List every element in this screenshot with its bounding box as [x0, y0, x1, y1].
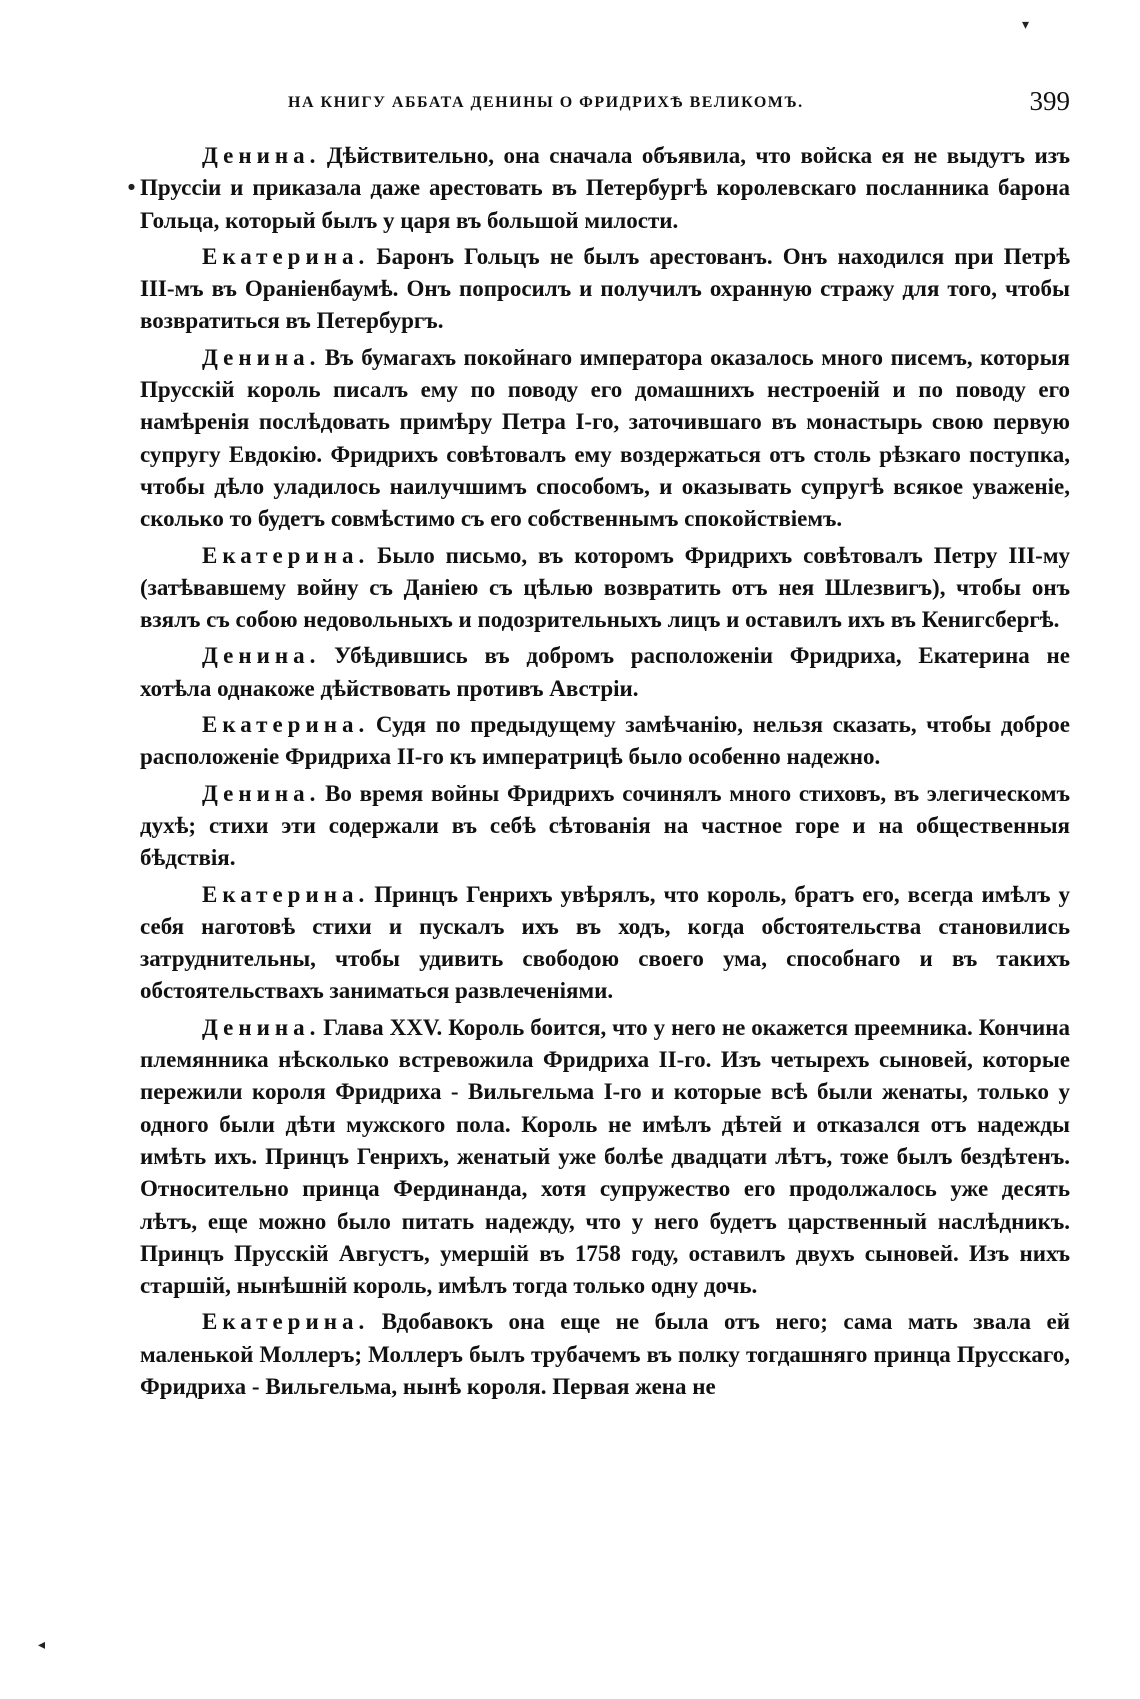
speaker-name: Денина .	[202, 643, 332, 668]
paragraph-text: Судя по предыдущему замѣчанію, нельзя сказать, чтобы доброе расположеніе Фридриха II-го къ императрицѣ было особенно надежно.	[140, 712, 1071, 770]
paragraph-text: Убѣдившись въ добромъ расположеніи Фридриха, Екатерина не хотѣла однакоже дѣйствовать противъ Австріи.	[140, 643, 1070, 701]
paragraph-ekaterina	[140, 1306, 1070, 1403]
paragraph-text: Глава XXV. Король боится, что у него не окажется преемника. Кончина племянника нѣсколько встревожила Фридриха II-го. Изъ четырехъ сыновей, которые пережили короля Фридриха - Вильгельма I-го и которые всѣ были женаты, только у одного были дѣти мужского пола. Король не имѣлъ дѣтей и отказался отъ надежды имѣть ихъ. Принцъ Генрихъ, женатый уже болѣе двадцати лѣтъ, тоже былъ бездѣтенъ. Относительно принца Фердинанда, хотя супружество его продолжалось уже десять лѣтъ, еще можно было питать надежду, что у него будетъ царственный наслѣдникъ. Принцъ Прусскій Августъ, умершій въ 1758 году, оставилъ двухъ сыновей. Изъ нихъ старшій, нынѣшній король, имѣлъ тогда только одну дочь.	[140, 1014, 1070, 1299]
speaker-name: Денина .	[202, 345, 323, 370]
speaker-name: Денина .	[202, 143, 325, 168]
speaker-name: Денина .	[202, 781, 323, 806]
scan-speck-bottom-left: ◂	[38, 1637, 46, 1653]
paragraph-ekaterina	[140, 540, 1070, 637]
paragraph-text: Было письмо, въ которомъ Фридрихъ совѣтовалъ Петру III-му (затѣвавшему войну съ Даніею съ цѣлью возвратить отъ нея Шлезвигъ), чтобы онъ взялъ съ собою недовольныхъ и подозрительныхъ лицъ и оставилъ ихъ въ Кенигсбергѣ.	[140, 542, 1071, 633]
paragraph-denina	[140, 640, 1070, 705]
paragraph-denina	[140, 1012, 1070, 1303]
running-title: НА КНИГУ АББАТА ДЕНИНЫ О ФРИДРИХѢ ВЕЛИКОМЪ.	[288, 94, 804, 111]
page-number: 399	[1029, 86, 1070, 116]
scan-speck-top-right: ▾	[1022, 17, 1030, 33]
speaker-name: Екатерина .	[202, 244, 374, 269]
speaker-name: Денина .	[202, 1015, 321, 1040]
scan-speck-left: ●	[128, 182, 135, 191]
paragraph-ekaterina	[140, 241, 1070, 338]
paragraph-denina	[140, 342, 1070, 536]
paragraph-ekaterina	[140, 709, 1070, 774]
speaker-name: Екатерина .	[202, 712, 374, 737]
paragraph-denina	[140, 140, 1070, 237]
paragraph-text: Во время войны Фридрихъ сочинялъ много стиховъ, въ элегическомъ духѣ; стихи эти содержали въ себѣ сѣтованія на частное горе и на общественныя бѣдствія.	[140, 780, 1071, 871]
paragraph-text: Принцъ Генрихъ увѣрялъ, что король, братъ его, всегда имѣлъ у себя наготовѣ стихи и пускалъ ихъ въ ходъ, когда обстоятельства становились затруднительны, чтобы удивить свободою своего ума, способнаго и въ такихъ обстоятельствахъ заниматься развлеченіями.	[140, 881, 1071, 1004]
page-body	[140, 140, 1070, 1407]
paragraph-text: Дѣйствительно, она сначала объявила, что войска ея не выдутъ изъ Пруссіи и приказала даже арестовать въ Петербургѣ королевскаго посланника барона Гольца, который былъ у царя въ большой милости.	[140, 143, 1071, 233]
page-header	[140, 86, 1070, 120]
paragraph-denina	[140, 778, 1070, 875]
speaker-name: Екатерина .	[202, 543, 375, 568]
paragraph-text: Вдобавокъ она еще не была отъ него; сама мать звала ей маленькой Моллеръ; Моллеръ былъ трубачемъ въ полку тогдашняго принца Прусскаго, Фридриха - Вильгельма, нынѣ короля. Первая жена не	[140, 1309, 1071, 1399]
speaker-name: Екатерина .	[202, 1309, 380, 1334]
paragraph-ekaterina	[140, 879, 1070, 1008]
paragraph-text: Баронъ Гольцъ не былъ арестованъ. Онъ находился при Петрѣ III-мъ въ Ораніенбаумѣ. Онъ попросилъ и получилъ охранную стражу для того, чтобы возвратиться въ Петербургъ.	[140, 243, 1070, 334]
speaker-name: Екатерина .	[202, 882, 372, 907]
paragraph-text: Въ бумагахъ покойнаго императора оказалось много писемъ, которыя Прусскій король писалъ ему по поводу его домашнихъ нестроеній и по поводу его намѣренія послѣдовать примѣру Петра I-го, заточившаго въ монастырь свою первую супругу Евдокію. Фридрихъ совѣтовалъ ему воздержаться отъ столь рѣзкаго поступка, чтобы дѣло уладилось наилучшимъ способомъ, и оказывать супругѣ всякое уваженіе, сколько то будетъ совмѣстимо съ его собственнымъ спокойствіемъ.	[140, 344, 1071, 532]
